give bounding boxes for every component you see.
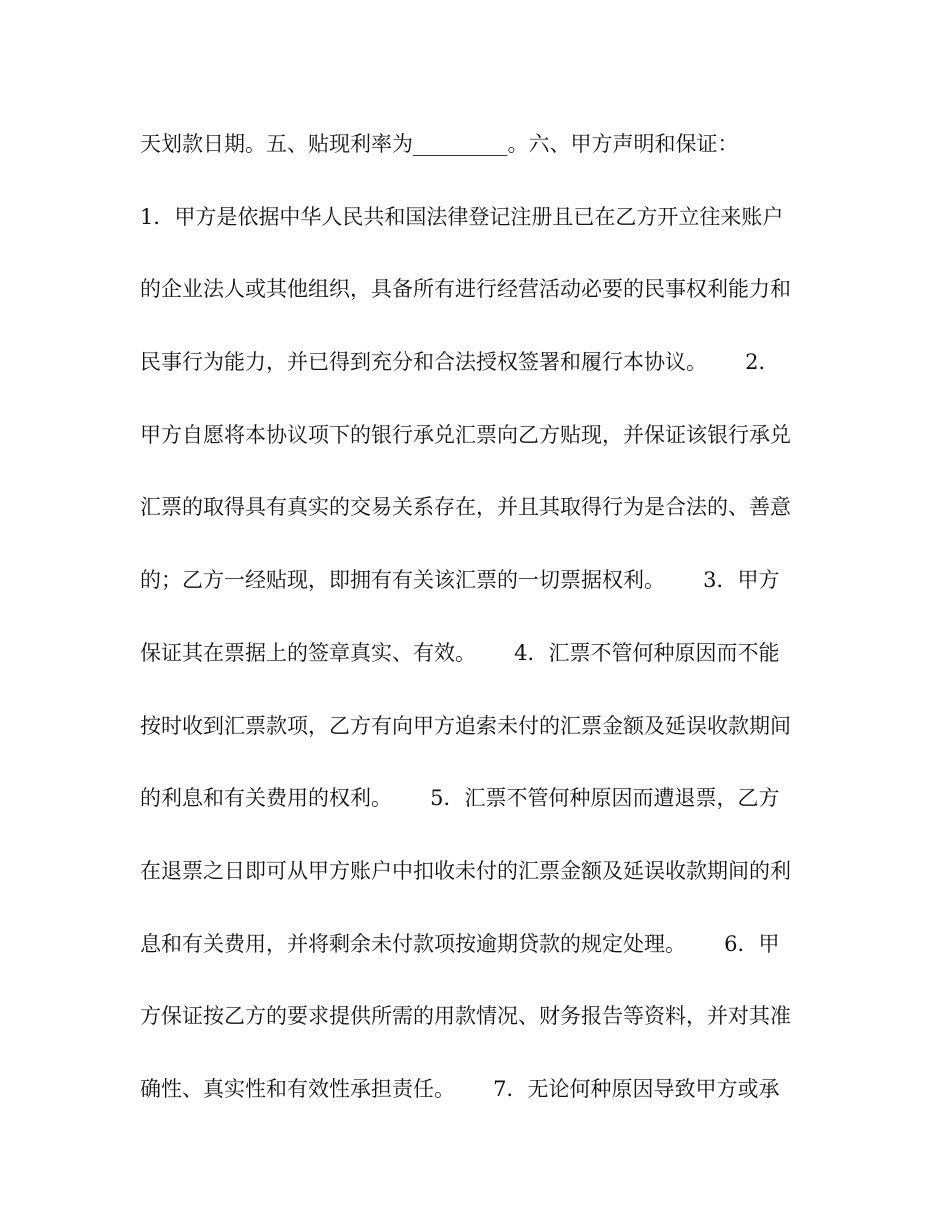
text-line: 天划款日期。五、贴现利率为_________。六、甲方声明和保证： bbox=[140, 132, 739, 156]
text-line: 民事行为能力，并已得到充分和合法授权签署和履行本协议。 2． bbox=[140, 350, 780, 375]
text-line: 汇票的取得具有真实的交易关系存在，并且其取得行为是合法的、善意 bbox=[140, 495, 791, 520]
text-line: 方保证按乙方的要求提供所需的用款情况、财务报告等资料，并对其准 bbox=[140, 1004, 791, 1029]
text-line: 在退票之日即可从甲方账户中扣收未付的汇票金额及延误收款期间的利 bbox=[140, 858, 791, 883]
text-line: 的；乙方一经贴现，即拥有有关该汇票的一切票据权利。 3．甲方 bbox=[140, 568, 780, 593]
text-line: 息和有关费用，并将剩余未付款项按逾期贷款的规定处理。 6．甲 bbox=[140, 931, 780, 956]
text-line: 保证其在票据上的签章真实、有效。 4．汇票不管何种原因而不能 bbox=[140, 640, 780, 665]
text-line: 的企业法人或其他组织，具备所有进行经营活动必要的民事权利能力和 bbox=[140, 277, 791, 302]
text-line: 甲方自愿将本协议项下的银行承兑汇票向乙方贴现，并保证该银行承兑 bbox=[140, 422, 791, 447]
document-body bbox=[140, 126, 820, 1144]
text-line: 的利息和有关费用的权利。 5．汇票不管何种原因而遭退票，乙方 bbox=[140, 786, 780, 811]
text-line: 按时收到汇票款项，乙方有向甲方追索未付的汇票金额及延误收款期间 bbox=[140, 713, 791, 738]
text-line: 确性、真实性和有效性承担责任。 7．无论何种原因导致甲方或承 bbox=[140, 1076, 780, 1101]
text-line: 1．甲方是依据中华人民共和国法律登记注册且已在乙方开立往来账户 bbox=[140, 204, 784, 229]
